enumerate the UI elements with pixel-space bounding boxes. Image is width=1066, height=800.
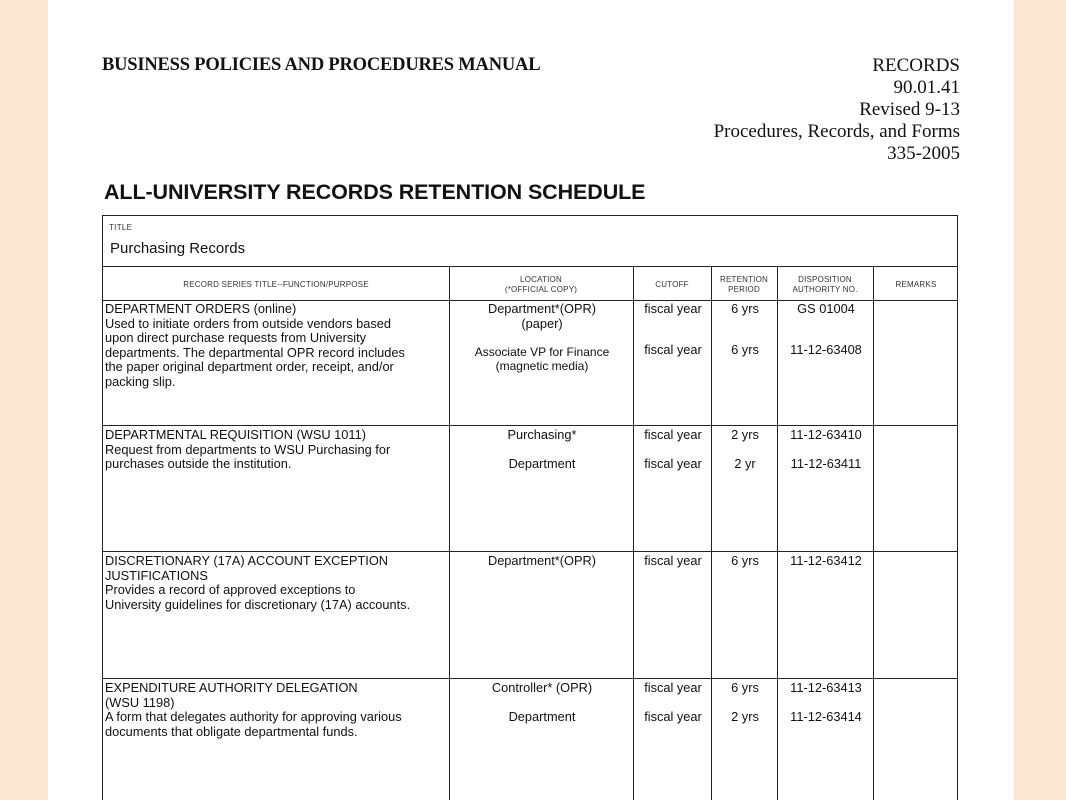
location-value: Department <box>508 708 576 724</box>
title-box <box>103 216 957 267</box>
retention-cell <box>713 681 777 724</box>
record-title-continued: JUSTIFICATIONS <box>105 567 208 583</box>
cutoff-cell <box>635 302 711 357</box>
location-value: Controller* (OPR) <box>491 680 593 695</box>
title-caption: TITLE <box>109 223 133 232</box>
disposition-header-line2: AUTHORITY NO. <box>792 285 858 294</box>
record-description-line: upon direct purchase requests from University <box>105 330 367 345</box>
row-divider <box>103 678 957 679</box>
record-form-number: (WSU 1198) <box>105 694 175 710</box>
cutoff-value: fiscal year <box>644 455 702 471</box>
cutoff-value: fiscal year <box>644 680 702 695</box>
cutoff-cell <box>635 681 711 724</box>
authority-cell <box>779 302 873 357</box>
authority-value: 11-12-63411 <box>790 455 862 471</box>
retention-cell <box>713 428 777 471</box>
location-value: Department*(OPR) <box>487 553 597 568</box>
column-divider <box>777 266 778 800</box>
record-description-line: Provides a record of approved exceptions to <box>105 582 356 597</box>
title-value: Purchasing Records <box>110 240 246 257</box>
authority-cell <box>779 681 873 724</box>
chapter-title: Procedures, Records, and Forms <box>713 121 960 142</box>
location-value: Purchasing* <box>507 427 577 442</box>
location-cell <box>451 428 633 471</box>
retention-value: 6 yrs <box>731 680 759 695</box>
column-header-cutoff: CUTOFF <box>655 280 689 289</box>
location-value: Department <box>508 455 576 471</box>
retention-schedule-form <box>102 215 958 800</box>
record-description-line: University guidelines for discretionary (17A) accounts. <box>105 596 411 612</box>
cutoff-value: fiscal year <box>644 708 702 724</box>
record-description-line: Used to initiate orders from outside vendors based <box>105 315 391 331</box>
authority-cell <box>779 554 873 569</box>
authority-value: 11-12-63414 <box>790 708 862 724</box>
authority-value: 11-12-63412 <box>790 553 862 568</box>
record-description-line: purchases outside the institution. <box>105 456 292 471</box>
cutoff-value: fiscal year <box>644 427 702 442</box>
retention-cell <box>713 554 777 569</box>
record-title: EXPENDITURE AUTHORITY DELEGATION <box>105 680 358 695</box>
record-series-cell <box>105 681 451 739</box>
cutoff-value: fiscal year <box>644 553 702 568</box>
retention-value: 6 yrs <box>731 553 759 568</box>
location-cell <box>451 681 633 724</box>
record-description-line: departments. The departmental OPR record includes <box>105 344 405 360</box>
revised-date: Revised 9-13 <box>859 99 960 120</box>
authority-cell <box>779 428 873 471</box>
record-title: DISCRETIONARY (17A) ACCOUNT EXCEPTION <box>105 553 389 568</box>
location-note: (magnetic media) <box>495 358 589 373</box>
column-header-record-series: RECORD SERIES TITLE--FUNCTION/PURPOSE <box>183 280 369 289</box>
record-title: DEPARTMENTAL REQUISITION (WSU 1011) <box>105 427 366 442</box>
location-cell <box>451 302 633 372</box>
location-header-line: LOCATION <box>520 275 562 284</box>
record-description-line: packing slip. <box>105 373 176 389</box>
location-header-note: (*OFFICIAL COPY) <box>504 285 578 294</box>
column-divider <box>873 266 874 800</box>
disposition-header-line1: DISPOSITION <box>798 275 852 284</box>
cutoff-value: fiscal year <box>644 341 702 357</box>
authority-value: 11-12-63410 <box>790 427 862 442</box>
cutoff-value: fiscal year <box>644 301 702 316</box>
retention-value: 2 yrs <box>731 427 759 442</box>
retention-value: 2 yr <box>734 455 756 471</box>
authority-value: GS 01004 <box>797 301 855 316</box>
row-divider <box>103 551 957 552</box>
document-page <box>48 0 1014 800</box>
column-divider <box>633 266 634 800</box>
record-description-line: the paper original department order, receipt, and/or <box>105 359 394 374</box>
page-number: 335-2005 <box>887 143 960 164</box>
record-description-line: documents that obligate departmental funds. <box>105 723 358 739</box>
cutoff-cell <box>635 554 711 569</box>
location-value: Department*(OPR) <box>487 301 597 316</box>
location-cell <box>451 554 633 569</box>
record-series-cell <box>105 428 451 472</box>
section-label: RECORDS <box>872 55 960 76</box>
manual-title: BUSINESS POLICIES AND PROCEDURES MANUAL <box>102 55 541 75</box>
authority-value: 11-12-63408 <box>790 341 862 357</box>
retention-value: 2 yrs <box>731 708 759 724</box>
policy-number: 90.01.41 <box>893 77 960 98</box>
cutoff-cell <box>635 428 711 471</box>
record-description-line: Request from departments to WSU Purchasing for <box>105 441 391 457</box>
column-header-location <box>449 270 633 300</box>
location-value: Associate VP for Finance <box>474 345 610 359</box>
column-header-remarks: REMARKS <box>895 280 937 289</box>
row-divider <box>103 425 957 426</box>
schedule-title: ALL-UNIVERSITY RECORDS RETENTION SCHEDULE <box>104 180 646 204</box>
column-header-disposition <box>777 270 873 300</box>
retention-value: 6 yrs <box>731 301 759 316</box>
retention-value: 6 yrs <box>731 341 759 357</box>
column-divider <box>711 266 712 800</box>
record-series-cell <box>105 302 451 389</box>
retention-cell <box>713 302 777 357</box>
record-description-line: A form that delegates authority for approving various <box>105 709 402 724</box>
column-header-retention <box>711 270 777 300</box>
retention-header-line2: PERIOD <box>728 285 760 294</box>
document-header-info <box>714 55 960 165</box>
record-series-cell <box>105 554 451 612</box>
authority-value: 11-12-63413 <box>790 680 862 695</box>
retention-header-line1: RETENTION <box>719 275 769 284</box>
location-note: (paper) <box>521 315 563 331</box>
record-title: DEPARTMENT ORDERS (online) <box>105 301 297 316</box>
